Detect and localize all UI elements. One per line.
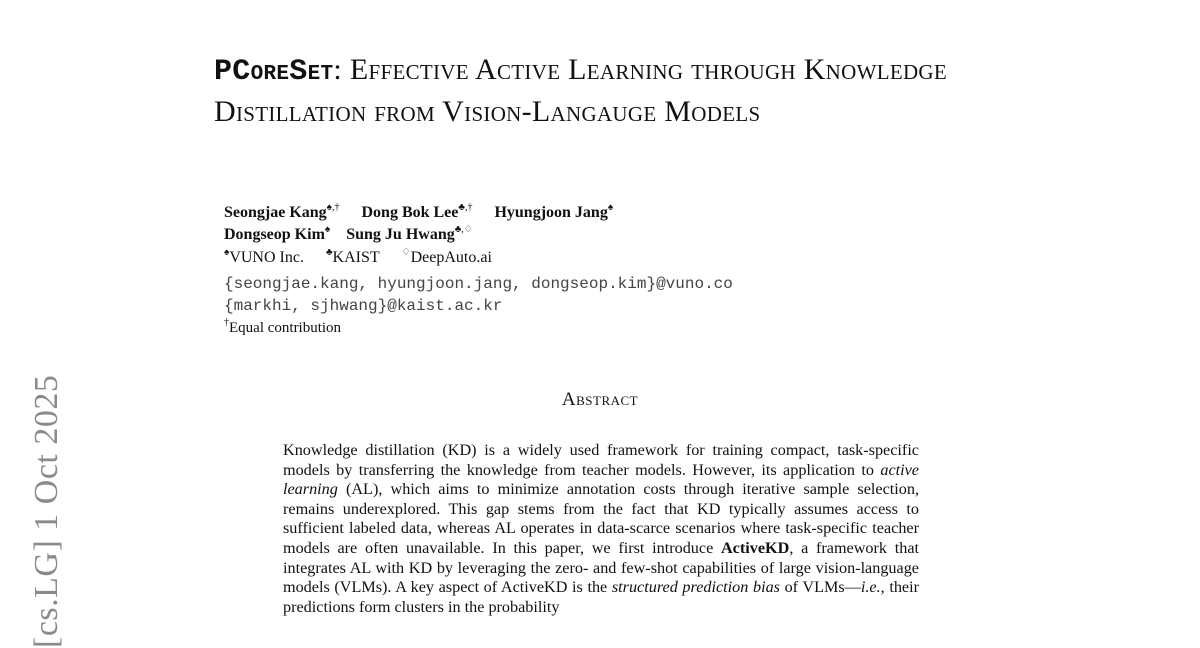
email-line: {markhi, sjhwang}@kaist.ac.kr [224, 297, 503, 315]
abstract-body [283, 441, 919, 617]
abstract-text: (AL), which aims to minimize annotation costs through iterative sample selection, remains underexplored. This gap stems from the fact that KD typically assumes access to sufficient labeled data, whereas AL operates in data-scarce scenarios where task-specific teacher models are often unavailable. In this paper, we first introduce [283, 480, 919, 557]
abstract-emphasis: i.e. [860, 578, 881, 597]
author-mark: ♣,♢ [454, 224, 473, 235]
author-name: Seongjae Kang [224, 204, 327, 221]
author-name: Dongseop Kim [224, 226, 325, 243]
author-name: Dong Bok Lee [361, 204, 459, 221]
author-name: Hyungjoon Jang [494, 204, 608, 221]
abstract-text: Knowledge distillation (KD) is a widely used framework for training compact, task-specific models by transferring the knowledge from teacher models. However, its application to [283, 441, 919, 479]
affiliations [224, 249, 492, 267]
affiliation-name: KAIST [332, 249, 380, 266]
email-line: {seongjae.kang, hyungjoon.jang, dongseop.kim}@vuno.co [224, 275, 733, 293]
author-line-1 [224, 202, 613, 224]
abstract-text: , their predictions form clusters in the probability [283, 578, 919, 616]
affiliation-name: DeepAuto.ai [410, 249, 492, 266]
equal-contribution-note [224, 317, 342, 337]
affiliation-name: VUNO Inc. [229, 249, 304, 266]
abstract-bold: ActiveKD [720, 538, 790, 557]
affiliation-mark: ♢ [401, 247, 411, 258]
author-line-2 [224, 224, 613, 246]
author-mark: ♠ [607, 202, 614, 213]
author-name: Sung Ju Hwang [346, 226, 455, 243]
abstract-text: of VLMs— [779, 578, 861, 597]
abstract-emphasis: structured prediction bias [611, 578, 780, 597]
title-rest: : Effective Active Learning through Knowledge Distillation from Vision-Langauge Models [214, 53, 948, 128]
abstract-text: , a framework that integrates AL with KD by leveraging the zero- and few-shot capabilities of large vision-language models (VLMs). A key aspect of ActiveKD is the [283, 538, 920, 597]
author-mark: ♠ [324, 224, 331, 235]
abstract-heading: Abstract [561, 389, 639, 410]
affiliation-mark: ♣ [325, 247, 333, 258]
footnote-mark: † [224, 317, 229, 328]
author-list [224, 202, 613, 246]
title-name: PCoreSet [214, 55, 334, 89]
abstract-emphasis: active learning [283, 460, 919, 499]
author-mark: ♣,† [458, 202, 473, 213]
affiliation-mark: ♠ [224, 247, 230, 258]
arxiv-side-stamp: [cs.LG] 1 Oct 2025 [28, 374, 65, 648]
author-mark: ♠,† [326, 202, 340, 213]
paper-title [214, 50, 1014, 132]
footnote-text: Equal contribution [229, 320, 342, 336]
